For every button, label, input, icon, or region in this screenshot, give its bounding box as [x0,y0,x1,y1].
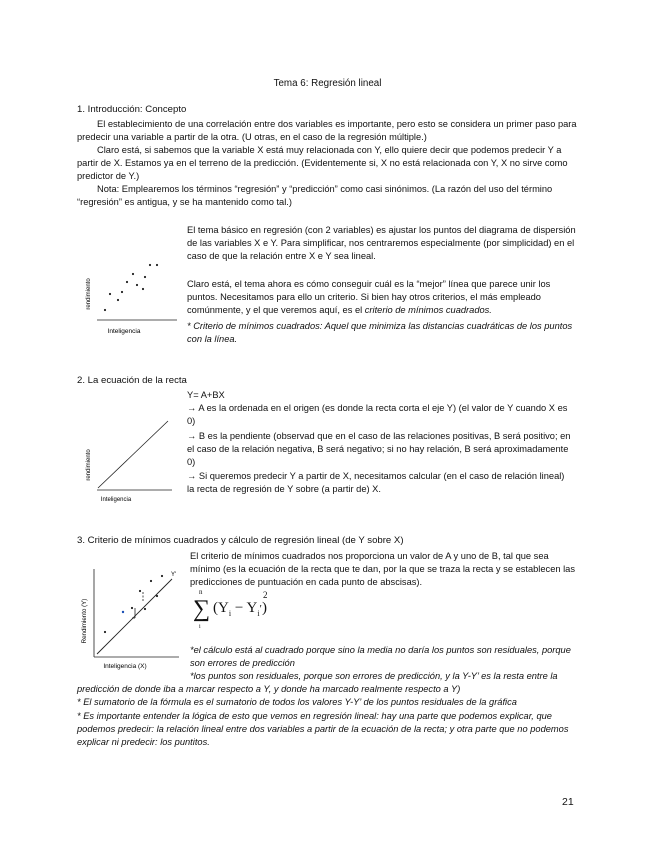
page-number: 21 [562,796,574,808]
section-1-paragraph-1: El establecimiento de una correlación entre dos variables es importante, pero esto se considera un primer paso para predecir una variable a partir de la otra. (U otras, en el caso de la regresión múltiple.) [77,119,577,142]
formula-mid: − Y [231,600,258,616]
sum-upper-limit: n [199,588,203,596]
y-axis-label: rendimiento [86,278,92,310]
note-logic: * Es importante entender la lógica de esto que vemos en regresión lineal: hay una parte que podemos explicar, que podemos predecir: la relación lineal entre dos variables a partir de la ecuación de la recta; y otra parte que no podemos explicar ni predecir: los puntitos. [77,711,569,747]
data-point [156,595,158,597]
data-point [139,590,141,592]
section-1-side-paragraph-1: El tema básico en regresión (con 2 variables) es ajustar los puntos del diagrama de dispersión de las variables X e Y. Para simplificar, nos centraremos especialmente (por simplicidad) en el caso de que la relación entre X e Y sea lineal. [187,225,576,261]
regression-line [98,421,168,488]
formula-close: ) [261,600,267,616]
y-axis-label: rendimiento [86,449,92,481]
side-paragraph-2-text: Claro está, el tema ahora es cómo conseguir cuál es la “mejor” línea que parece unir los puntos. Necesitamos para ello un criterio. Si bien hay otros criterios, el más empleado comúnmente, y el que veremos aquí, es el [187,279,551,315]
slope-explanation: → B es la pendiente (observad que en el caso de las relaciones positivas, B será positivo; en el caso de la relación negativa, B será negativo; si no hay relación, B será aproximadamente 0) [187,431,571,467]
data-point [161,575,163,577]
scatter-point [117,299,119,301]
summation-symbol: ∑ [193,596,211,622]
data-point [122,611,124,613]
data-point [104,631,106,633]
intercept-explanation: → A es la ordenada en el origen (es donde la recta corta el eje Y) (el valor de Y cuando X es 0) [187,403,568,426]
prediction-explanation: → Si queremos predecir Y a partir de X, necesitamos calcular (en el caso de relación lineal) la recta de regresión de Y sobre (a partir de) X. [187,471,565,494]
scatter-points [104,264,158,311]
data-point [150,580,152,582]
data-point [144,608,146,610]
scatter-figure [80,248,180,340]
y-axis-label: Rendimiento (Y) [81,598,88,644]
least-squares-formula [193,588,283,638]
scatter-point [121,291,123,293]
sum-lower-limit: i [199,624,201,630]
regression-line [97,579,172,654]
scatter-point [156,264,158,266]
regression-line-figure [80,413,180,505]
predicted-line-label: Y' [171,572,177,578]
x-axis-label: Inteligencia [107,328,141,335]
note-squared: *el cálculo está al cuadrado porque sino la media no daría los puntos son residuales, porque son errores de predicción [190,645,571,668]
section-1-paragraph-2: Claro está, si sabemos que la variable X está muy relacionada con Y, ello quiere decir que podemos predecir Y a partir de X. Estamos ya en el terreno de la predicción. (Evidentemente si, X no está relacionada con Y, X no sirve como predictor de Y.) [77,145,568,181]
residuals-figure [77,565,189,671]
page-title: Tema 6: Regresión lineal [273,78,382,89]
scatter-point [136,284,138,286]
formula-exponent: 2 [263,590,268,600]
data-point [131,607,133,609]
scatter-point [109,293,111,295]
formula-prime: ′ [259,603,262,615]
x-axis-label: Inteligencia [100,497,132,503]
section-2-heading: 2. La ecuación de la recta [77,375,187,386]
section-1-heading: 1. Introducción: Concepto [77,104,187,115]
formula-sub-1: i [228,609,232,618]
line-equation: Y= A+BX [187,390,225,400]
section-1-note: Nota: Emplearemos los términos “regresión” y “predicción” como casi sinónimos. (La razón del uso del término “regresión” es antigua, y se ha mantenido como tal.) [77,184,553,207]
least-squares-definition: * Criterio de mínimos cuadrados: Aquel que minimiza las distancias cuadráticas de los puntos con la línea. [187,321,573,344]
scatter-point [104,309,106,311]
scatter-point [144,276,146,278]
note-summation: * El sumatorio de la fórmula es el sumatorio de todos los valores Y-Y’ de los puntos residuales de la gráfica [77,697,517,707]
data-points [104,575,163,633]
scatter-point [142,288,144,290]
note-residuals: *los puntos son residuales, porque son errores de predicción, y la Y-Y’ es la resta entre la predicción de donde iba a marcar respecto a Y, y donde ha marcado realmente respecto a Y) [77,671,558,694]
formula-sub-2: i [257,609,260,618]
formula-body [213,600,267,618]
x-axis-label: Inteligencia (X) [103,663,147,670]
section-3-paragraph: El criterio de mínimos cuadrados nos proporciona un valor de A y uno de B, tal que sea mínimo (es la ecuación de la recta que te dan, por la que se traza la recta y se establecen las predicciones de puntuación en cada punto de abscisas). [190,551,576,587]
scatter-point [126,281,128,283]
side-paragraph-2-emphasis: criterio de mínimos cuadrados. [364,304,492,315]
scatter-point [132,273,134,275]
formula-open: (Y [213,600,229,616]
section-1-side-paragraph-2 [187,278,577,317]
scatter-point [149,264,151,266]
section-3-heading: 3. Criterio de mínimos cuadrados y cálculo de regresión lineal (de Y sobre X) [77,535,404,546]
